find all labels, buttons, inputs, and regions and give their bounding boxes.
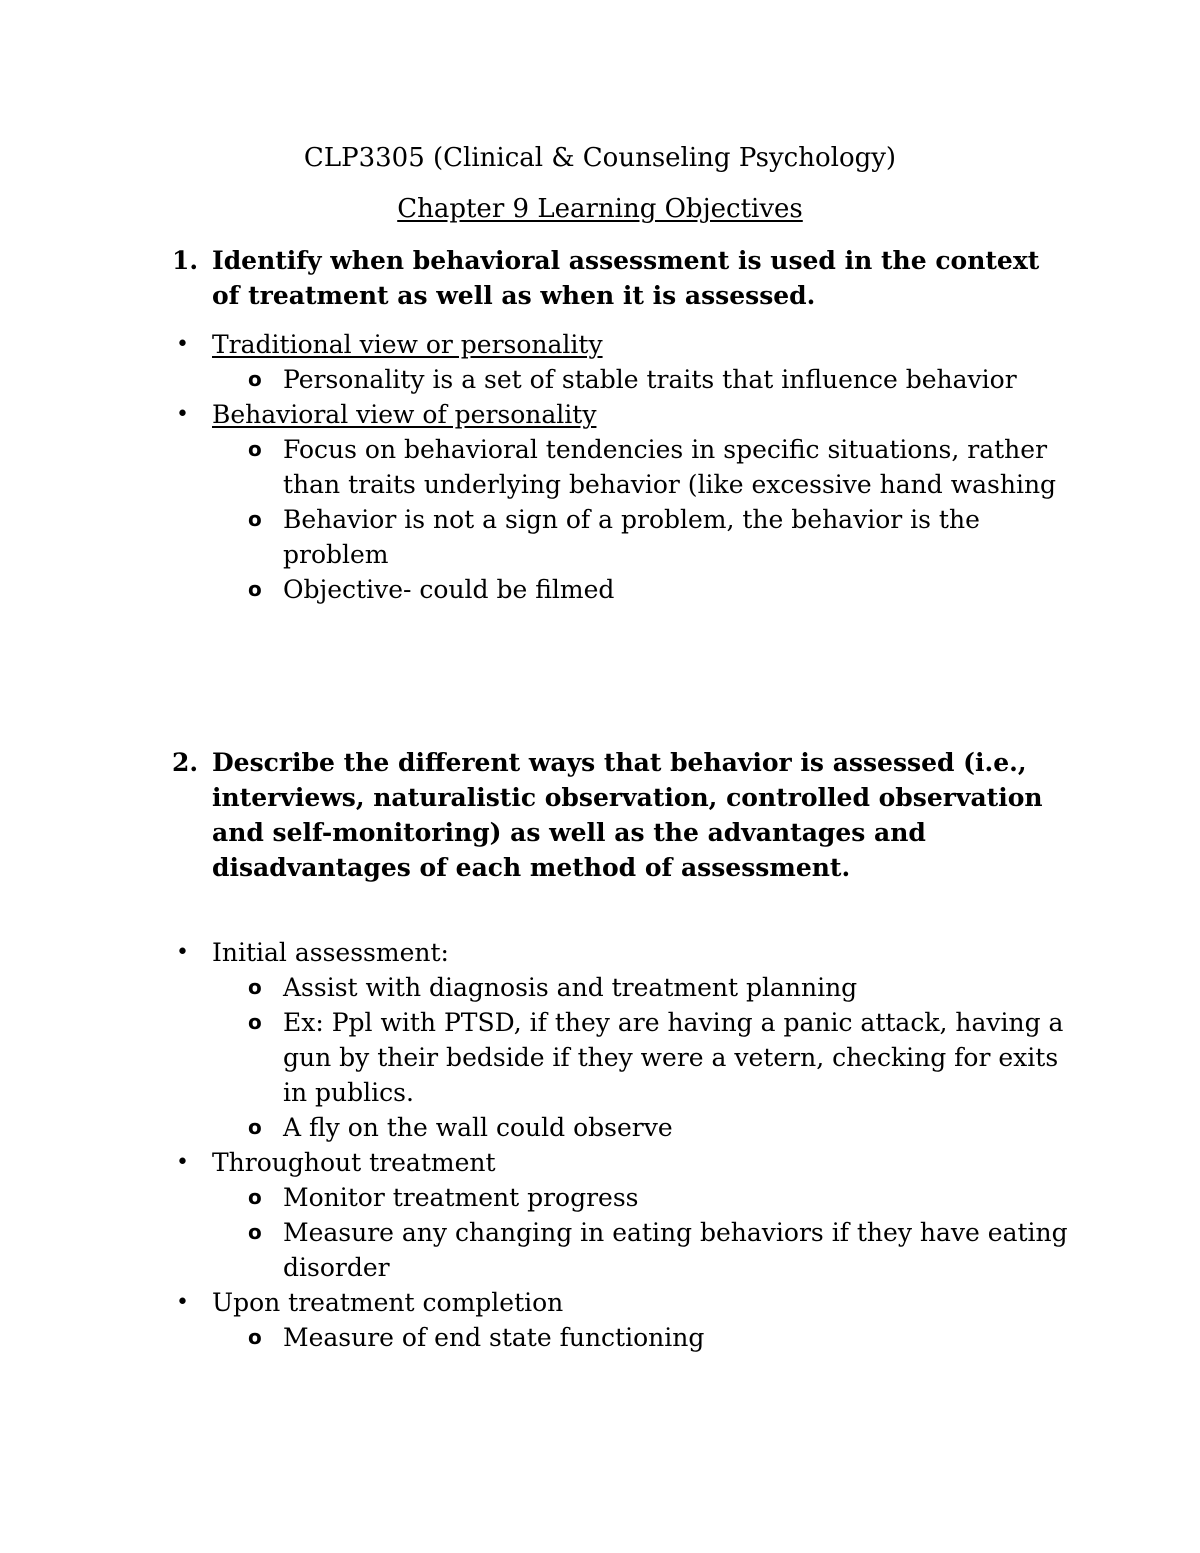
bullet-label: Initial assessment: [212,938,449,967]
sub-item [212,970,1083,1005]
sub-item-text: Measure of end state functioning [283,1323,705,1352]
sub-item [212,1215,1083,1285]
bullet-label: Upon treatment completion [212,1288,564,1317]
bullet-initial-assessment [172,935,1072,1145]
bullet-label: Traditional view or personality [212,330,603,359]
sub-item-text: Measure any changing in eating behaviors if they have eating disorder [283,1218,1068,1282]
objective-1 [172,243,1052,313]
sub-item [212,432,1083,502]
objective-2-text: Describe the different ways that behavior is assessed (i.e., interviews, naturalistic observation, controlled observation and self-monitoring) as well as the advantages and disadvantages of each method of assessment. [212,748,1043,882]
chapter-heading [0,191,1200,227]
sub-item [212,502,1083,572]
bullet-icon: • [176,1290,189,1315]
sub-list [212,362,1072,397]
objective-2-bullets [172,935,1072,1355]
sub-bullet-icon: o [248,1010,262,1034]
bullet-icon: • [176,940,189,965]
sub-bullet-icon: o [248,1325,262,1349]
sub-item-text: Objective- could be filmed [283,575,615,604]
bullet-icon: • [176,1150,189,1175]
bullet-label: Throughout treatment [212,1148,496,1177]
sub-list [212,1180,1072,1285]
sub-item [212,572,1083,607]
sub-item-text: Monitor treatment progress [283,1183,639,1212]
bullet-icon: • [176,332,189,357]
sub-item-text: Ex: Ppl with PTSD, if they are having a panic attack, having a gun by their bedside if they were a vetern, checking for exits in publics. [283,1008,1064,1107]
bullet-label: Behavioral view of personality [212,400,597,429]
sub-bullet-icon: o [248,577,262,601]
sub-item [212,1320,1083,1355]
sub-item-text: Focus on behavioral tendencies in specific situations, rather than traits underlying behavior (like excessive hand washing [283,435,1057,499]
sub-bullet-icon: o [248,367,262,391]
bullet-icon: • [176,402,189,427]
bullet-traditional-view [172,327,1072,397]
sub-bullet-icon: o [248,975,262,999]
bullet-throughout-treatment [172,1145,1072,1285]
objective-2 [172,745,1052,885]
sub-bullet-icon: o [248,1185,262,1209]
course-title: CLP3305 (Clinical & Counseling Psychology) [303,143,897,173]
sub-item-text: Assist with diagnosis and treatment planning [283,973,858,1002]
sub-list [212,970,1072,1145]
sub-bullet-icon: o [248,437,262,461]
bullet-upon-completion [172,1285,1072,1355]
sub-bullet-icon: o [248,1115,262,1139]
sub-item-text: Personality is a set of stable traits that influence behavior [283,365,1017,394]
objective-1-number: 1. [172,246,199,275]
sub-item [212,1005,1083,1110]
sub-bullet-icon: o [248,507,262,531]
objective-1-text: Identify when behavioral assessment is used in the context of treatment as well as when it is assessed. [212,246,1040,310]
sub-item-text: A fly on the wall could observe [283,1113,673,1142]
sub-list [212,432,1072,607]
sub-item [212,362,1083,397]
sub-bullet-icon: o [248,1220,262,1244]
bullet-behavioral-view [172,397,1072,607]
sub-item-text: Behavior is not a sign of a problem, the behavior is the problem [283,505,980,569]
sub-item [212,1180,1083,1215]
chapter-heading-text: Chapter 9 Learning Objectives [397,194,803,224]
objective-1-bullets [172,327,1072,607]
sub-item [212,1110,1083,1145]
sub-list [212,1320,1072,1355]
objective-2-number: 2. [172,748,199,777]
